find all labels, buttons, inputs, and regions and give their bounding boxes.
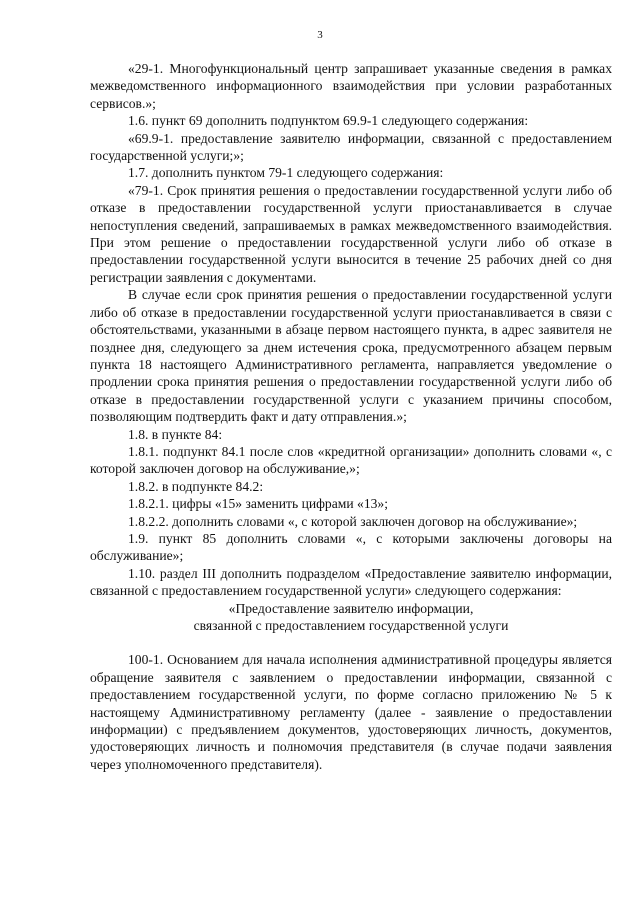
paragraph-1-8: 1.8. в пункте 84: bbox=[128, 426, 223, 442]
paragraph-1-8-2: 1.8.2. в подпункте 84.2: bbox=[128, 478, 264, 494]
paragraph-1-6: 1.6. пункт 69 дополнить подпунктом 69.9-1 следующего содержания: bbox=[128, 113, 529, 129]
paragraph-1-8-2-2: 1.8.2.2. дополнить словами «, с которой заключен договор на обслуживание»; bbox=[128, 513, 578, 529]
paragraph-79-1-second: В случае если срок принятия решения о предоставлении государственной услуги либо об отказе в предоставлении государственной услуги приостанавливается в связи с обстоятельствами, указанными в абзаце первом настоящего пункта, в адрес заявителя не позднее дня, следующего за днем истечения срока, предусмотренного абзацем первым пункта 18 настоящего Административного регламента, направляется уведомление о продлении срока принятия решения о предоставлении государственной услуги либо об отказе в предоставлении государственной услуги с указанием причины способом, позволяющим подтвердить факт и дату отправления.»; bbox=[90, 287, 612, 425]
paragraph-1-7: 1.7. дополнить пунктом 79-1 следующего содержания: bbox=[128, 165, 444, 181]
paragraph-100-1: 100-1. Основанием для начала исполнения административной процедуры является обращение заявителя с заявлением о предоставлении информации, связанной с предоставлением государственной услуги, по форме согласно приложению № 5 к настоящему Административному регламенту (далее - заявление о предоставлении информации) с предъявлением документов, удостоверяющих личность, документов, удостоверяющих личность и полномочия представителя (в случае подачи заявления через уполномоченного представителя). bbox=[90, 652, 612, 772]
paragraph-79-1: «79-1. Срок принятия решения о предоставлении государственной услуги либо об отказе в предоставлении государственной услуги приостанавливается в случае непоступления сведений, запрашиваемых в рамках межведомственного взаимодействия. При этом решение о предоставлении государственной услуги либо об отказе в предоставлении государственной услуги выносится в течение 25 рабочих дней со дня регистрации заявления с документами. bbox=[90, 182, 612, 285]
paragraph-69-9-1: «69.9-1. предоставление заявителю информации, связанной с предоставлением государственной услуги;»; bbox=[90, 130, 612, 164]
page-number: 3 bbox=[317, 29, 323, 41]
paragraph-1-10: 1.10. раздел III дополнить подразделом «Предоставление заявителю информации, связанной с предоставлением государственной услуги» следующего содержания: bbox=[90, 565, 612, 599]
subsection-heading-line-2: связанной с предоставлением государственной услуги bbox=[193, 618, 509, 633]
paragraph-1-8-1: 1.8.1. подпункт 84.1 после слов «кредитной организации» дополнить словами «, с которой заключен договор на обслуживание,»; bbox=[90, 443, 612, 477]
document-body bbox=[90, 60, 612, 773]
paragraph-1-8-2-1: 1.8.2.1. цифры «15» заменить цифрами «13»; bbox=[128, 496, 389, 512]
paragraph-29-1: «29-1. Многофункциональный центр запрашивает указанные сведения в рамках межведомственного информационного взаимодействия при условии разработанных сервисов.»; bbox=[90, 61, 612, 111]
subsection-heading-line-1: «Предоставление заявителю информации, bbox=[228, 600, 474, 616]
paragraph-1-9: 1.9. пункт 85 дополнить словами «, с которыми заключены договоры на обслуживание»; bbox=[90, 530, 612, 564]
section-spacer bbox=[90, 634, 612, 651]
